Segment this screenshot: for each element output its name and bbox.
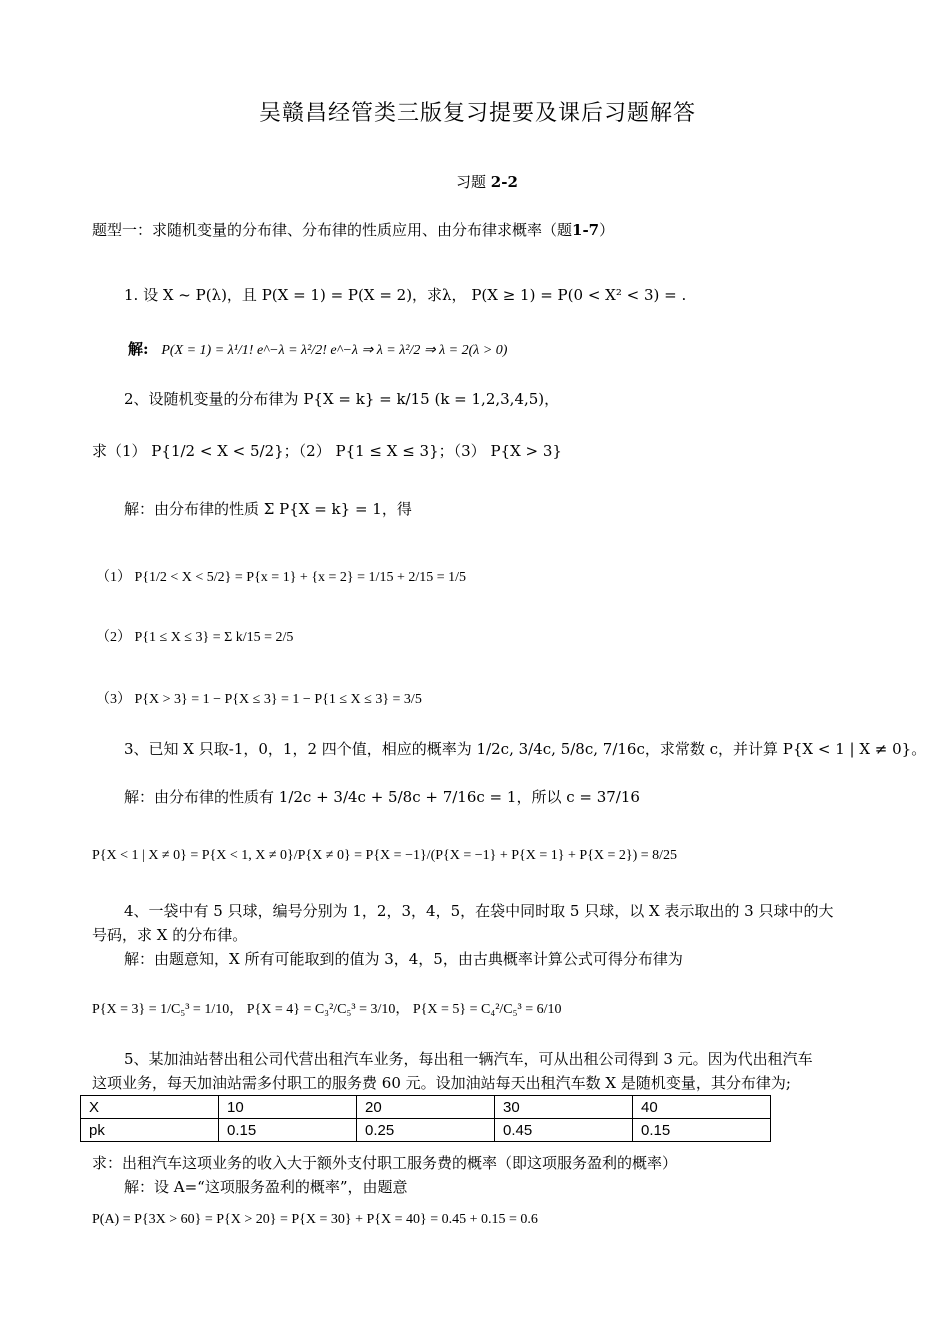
problem-2-answer-3: （3） P{X > 3} = 1 − P{X ≤ 3} = 1 − P{1 ≤ X ≤ 3} = 3/5 (96, 692, 422, 707)
problem-2-answer-1: （1） P{1/2 < X < 5/2} = P{x = 1} + {x = 2} = 1/15 + 2/15 = 1/5 (96, 570, 467, 585)
problem-type-line (92, 219, 614, 240)
problem-4-question-line-2: 号码，求 X 的分布律。 (92, 926, 248, 944)
table-row (81, 1119, 771, 1142)
problem-3-solution-intro: 解：由分布律的性质有 1/2c + 3/4c + 5/8c + 7/16c = 1，所以 c = 37/16 (124, 788, 640, 806)
problem-1-solution-label: 解: (128, 340, 149, 358)
problem-1-answer (128, 338, 507, 359)
problem-2-ask: 求（1） P{1/2 < X < 5/2}；（2） P{1 ≤ X ≤ 3}；（3） P{X > 3} (92, 442, 562, 460)
table-cell: pk (81, 1119, 219, 1142)
problem-type-range: 1-7 (572, 221, 600, 239)
table-cell: 0.15 (633, 1119, 771, 1142)
problem-5-answer: P(A) = P{3X > 60} = P{X > 20} = P{X = 30} + P{X = 40} = 0.45 + 0.15 = 0.6 (92, 1212, 538, 1227)
problem-2-solution-intro: 解：由分布律的性质 Σ P{X = k} = 1，得 (124, 500, 412, 518)
problem-4-solution-intro: 解：由题意知，X 所有可能取到的值为 3，4，5，由古典概率计算公式可得分布律为 (124, 950, 683, 968)
problem-1-question: 1. 设 X ~ P(λ)，且 P(X = 1) = P(X = 2)，求λ， P(X ≥ 1) = P(0 < X² < 3) = . (124, 286, 687, 304)
table-row (81, 1096, 771, 1119)
problem-5-question-line-2: 这项业务，每天加油站需多付职工的服务费 60 元。设加油站每天出租汽车数 X 是随机变量，其分布律为; (92, 1074, 791, 1092)
table-cell: 0.45 (495, 1119, 633, 1142)
problem-5-question-line-1: 5、某加油站替出租公司代营出租汽车业务，每出租一辆汽车，可从出租公司得到 3 元。因为代出租汽车 (124, 1050, 813, 1068)
problem-4-answer: P{X = 3} = 1/C₅³ = 1/10， P{X = 4} = C₃²/C₅³ = 3/10， P{X = 5} = C₄²/C₅³ = 6/10 (92, 1002, 562, 1017)
table-cell: X (81, 1096, 219, 1119)
problem-5-solution-intro: 解：设 A=“这项服务盈利的概率”，由题意 (124, 1178, 408, 1196)
table-cell: 0.15 (219, 1119, 357, 1142)
problem-3-question: 3、已知 X 只取-1，0，1，2 四个值，相应的概率为 1/2c, 3/4c, 5/8c, 7/16c，求常数 c，并计算 P{X < 1 | X ≠ 0}。 (124, 740, 927, 758)
distribution-table (80, 1095, 771, 1142)
problem-5-ask: 求：出租汽车这项业务的收入大于额外支付职工服务费的概率（即这项服务盈利的概率） (92, 1154, 678, 1172)
problem-type-text: 题型一：求随机变量的分布律、分布律的性质应用、由分布律求概率（题 (92, 221, 573, 239)
section-heading (456, 171, 518, 192)
problem-4-question-line-1: 4、一袋中有 5 只球，编号分别为 1，2，3，4，5，在袋中同时取 5 只球，以 X 表示取出的 3 只球中的大 (124, 902, 834, 920)
problem-2-question: 2、设随机变量的分布律为 P{X = k} = k/15 (k = 1,2,3,4,5)， (124, 390, 560, 408)
table-cell: 10 (219, 1096, 357, 1119)
section-prefix: 习题 (456, 173, 491, 191)
problem-1-solution-math: P(X = 1) = λ¹/1! e^−λ = λ²/2! e^−λ ⇒ λ = λ²/2 ⇒ λ = 2(λ > 0) (161, 343, 508, 358)
problem-2-answer-2: （2） P{1 ≤ X ≤ 3} = Σ k/15 = 2/5 (96, 630, 294, 645)
table-cell: 30 (495, 1096, 633, 1119)
problem-type-end: ） (599, 221, 615, 239)
table-cell: 20 (357, 1096, 495, 1119)
problem-3-answer: P{X < 1 | X ≠ 0} = P{X < 1, X ≠ 0}/P{X ≠ 0} = P{X = −1}/(P{X = −1} + P{X = 1} + P{X = 2}) = 8/25 (92, 848, 678, 863)
table-cell: 40 (633, 1096, 771, 1119)
page-title: 吴赣昌经管类三版复习提要及课后习题解答 (259, 101, 697, 126)
table-cell: 0.25 (357, 1119, 495, 1142)
section-number: 2-2 (490, 173, 518, 191)
